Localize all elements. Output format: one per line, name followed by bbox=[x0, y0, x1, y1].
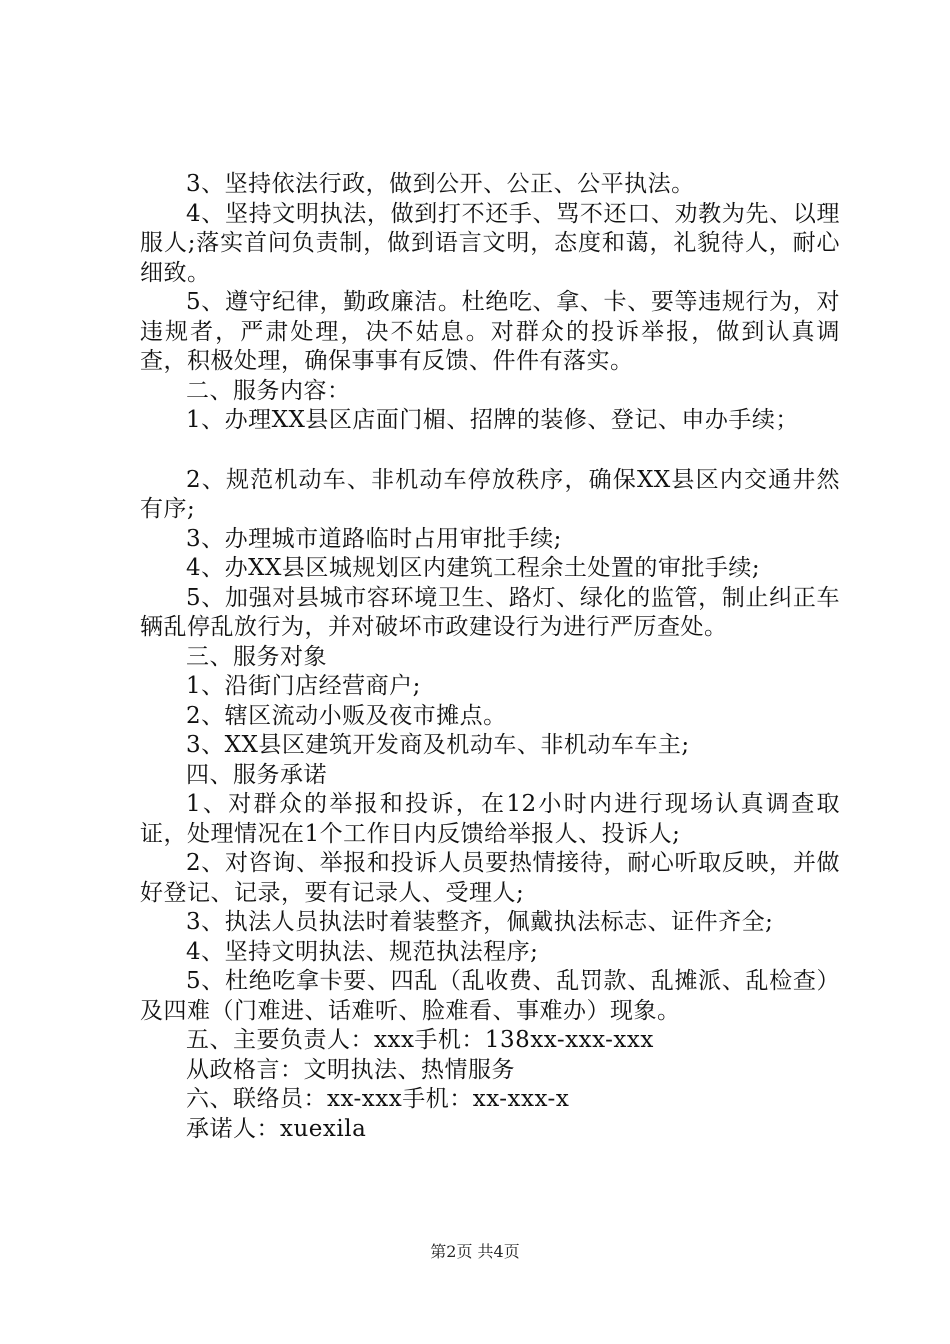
paragraph-2: 4、坚持文明执法，做到打不还手、骂不还口、劝教为先、以理服人;落实首问负责制，做到语言文明，态度和蔼，礼貌待人，耐心细致。 bbox=[140, 200, 840, 286]
paragraph-18: 4、坚持文明执法、规范执法程序; bbox=[186, 938, 539, 965]
paragraph-1: 3、坚持依法行政，做到公开、公正、公平执法。 bbox=[186, 171, 695, 197]
paragraph-15: 1、对群众的举报和投诉，在12小时内进行现场认真调查取证，处理情况在1个工作日内反馈给举报人、投诉人; bbox=[140, 791, 840, 847]
main-responsible-person: 五、主要负责人：xxx手机：138xx-xxx-xxx bbox=[186, 1027, 654, 1053]
paragraph-11: 1、沿街门店经营商户; bbox=[186, 673, 421, 699]
document-body bbox=[140, 170, 840, 1144]
page-footer: 第2页 共4页 bbox=[430, 1242, 520, 1261]
paragraph-13: 3、XX县区建筑开发商及机动车、非机动车车主; bbox=[186, 732, 690, 758]
paragraph-8: 4、办XX县区城规划区内建筑工程余土处置的审批手续; bbox=[186, 555, 761, 581]
paragraph-12: 2、辖区流动小贩及夜市摊点。 bbox=[186, 702, 507, 729]
promisor: 承诺人：xuexila bbox=[186, 1115, 367, 1142]
paragraph-17: 3、执法人员执法时着装整齐，佩戴执法标志、证件齐全; bbox=[186, 909, 774, 935]
paragraph-6: 2、规范机动车、非机动车停放秩序，确保XX县区内交通井然有序; bbox=[140, 466, 840, 522]
paragraph-7: 3、办理城市道路临时占用审批手续; bbox=[186, 525, 562, 552]
paragraph-16: 2、对咨询、举报和投诉人员要热情接待，耐心听取反映，并做好登记、记录，要有记录人、受理人; bbox=[140, 850, 840, 906]
liaison-person: 六、联络员：xx-xxx手机：xx-xxx-x bbox=[186, 1086, 570, 1112]
paragraph-5: 1、办理XX县区店面门楣、招牌的装修、登记、申办手续； bbox=[186, 407, 799, 433]
paragraph-9: 5、加强对县城市容环境卫生、路灯、绿化的监管，制止纠正车辆乱停乱放行为，并对破坏市政建设行为进行严厉查处。 bbox=[140, 584, 840, 640]
section-heading-service-content: 二、服务内容： bbox=[186, 377, 351, 404]
paragraph-19: 5、杜绝吃拿卡要、四乱（乱收费、乱罚款、乱摊派、乱检查）及四难（门难进、话难听、脸难看、事难办）现象。 bbox=[140, 968, 840, 1024]
section-heading-service-commitment: 四、服务承诺 bbox=[186, 761, 327, 788]
motto: 从政格言：文明执法、热情服务 bbox=[186, 1056, 515, 1083]
section-heading-service-target: 三、服务对象 bbox=[186, 643, 327, 670]
paragraph-3: 5、遵守纪律，勤政廉洁。杜绝吃、拿、卡、要等违规行为，对违规者，严肃处理，决不姑息。对群众的投诉举报，做到认真调查，积极处理，确保事事有反馈、件件有落实。 bbox=[140, 289, 840, 374]
